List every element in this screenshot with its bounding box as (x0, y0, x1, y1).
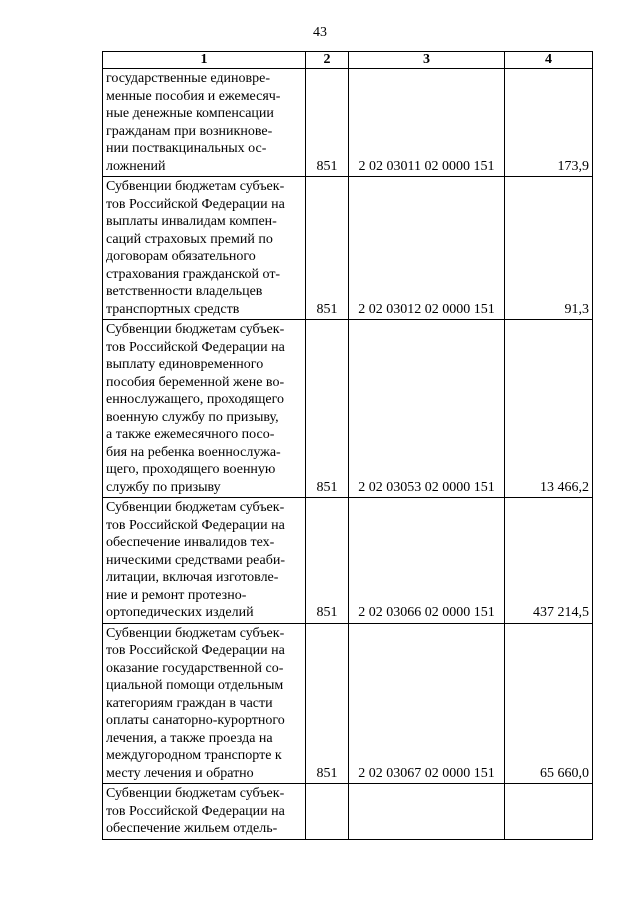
description-line: литации, включая изготовле- (106, 570, 279, 585)
description-line: нии поствакцинальных ос- (106, 141, 267, 156)
description-line: ническими средствами реаби- (106, 552, 286, 568)
row-description (103, 69, 306, 177)
row-budget-code: 2 02 03012 02 0000 151 (349, 177, 505, 320)
row-budget-code: 2 02 03053 02 0000 151 (349, 320, 505, 498)
description-line: государственные единовре- (106, 71, 271, 86)
description-line: тов Российской Федерации на (106, 517, 285, 533)
description-line: тов Российской Федерации на (106, 643, 285, 658)
row-admin-code: 851 (306, 498, 349, 624)
description-line: выплаты инвалидам компен- (106, 214, 277, 229)
description-line: ортопедических изделий (106, 605, 254, 620)
row-amount: 91,3 (505, 177, 593, 320)
description-line: ложнений (106, 158, 166, 174)
row-amount: 173,9 (505, 69, 593, 177)
row-amount: 437 214,5 (505, 498, 593, 624)
table-row (103, 177, 593, 320)
row-budget-code: 2 02 03011 02 0000 151 (349, 69, 505, 177)
description-line: Субвенции бюджетам субъек- (106, 322, 285, 337)
description-line: службу по призыву (106, 479, 221, 495)
description-line: страхования гражданской от- (106, 266, 281, 282)
description-line: лечения, а также проезда на (106, 730, 273, 746)
description-line: тов Российской Федерации на (106, 196, 285, 212)
description-line: менные пособия и ежемесяч- (106, 88, 281, 104)
row-description (103, 320, 306, 498)
table-row (103, 498, 593, 624)
description-line: циальной помощи отдельным (106, 678, 284, 693)
description-line: Субвенции бюджетам субъек- (106, 500, 285, 515)
description-line: месту лечения и обратно (106, 765, 254, 781)
description-line: гражданам при возникнове- (106, 123, 273, 139)
description-line: оказание государственной со- (106, 660, 284, 676)
row-admin-code: 851 (306, 320, 349, 498)
description-line: Субвенции бюджетам субъек- (106, 179, 285, 194)
description-line: саций страховых премий по (106, 231, 273, 247)
description-line: Субвенции бюджетам субъек- (106, 786, 285, 801)
description-line: Субвенции бюджетам субъек- (106, 625, 285, 641)
page-number: 43 (313, 25, 327, 40)
description-line: транспортных средств (106, 301, 240, 317)
row-description (103, 498, 306, 624)
column-header-1: 1 (103, 52, 306, 69)
description-line: ветственности владельцев (106, 284, 263, 299)
row-amount: 13 466,2 (505, 320, 593, 498)
row-admin-code: 851 (306, 69, 349, 177)
description-line: оплаты санаторно-курортного (106, 713, 285, 728)
description-line: ние и ремонт протезно- (106, 587, 247, 603)
row-budget-code: 2 02 03067 02 0000 151 (349, 623, 505, 784)
column-header-2: 2 (306, 52, 349, 69)
table-header-row (103, 52, 593, 69)
row-budget-code: 2 02 03066 02 0000 151 (349, 498, 505, 624)
description-line: категориям граждан в части (106, 695, 273, 711)
description-line: бия на ребенка военнослужа- (106, 444, 281, 460)
description-line: договорам обязательного (106, 249, 256, 264)
description-line: тов Российской Федерации на (106, 803, 285, 819)
description-line: ные денежные компенсации (106, 106, 274, 121)
row-description (103, 623, 306, 784)
description-line: военную службу по призыву, (106, 409, 279, 425)
column-header-4: 4 (505, 52, 593, 69)
row-amount (505, 784, 593, 840)
row-admin-code: 851 (306, 177, 349, 320)
row-budget-code (349, 784, 505, 840)
table-row (103, 623, 593, 784)
row-admin-code (306, 784, 349, 840)
budget-table (102, 51, 593, 840)
description-line: пособия беременной жене во- (106, 374, 285, 390)
description-line: обеспечение инвалидов тех- (106, 535, 275, 550)
description-line: междугородном транспорте к (106, 748, 282, 763)
description-line: обеспечение жильем отдель- (106, 821, 278, 836)
column-header-3: 3 (349, 52, 505, 69)
table-row (103, 69, 593, 177)
description-line: тов Российской Федерации на (106, 339, 285, 355)
description-line: еннослужащего, проходящего (106, 392, 284, 407)
row-amount: 65 660,0 (505, 623, 593, 784)
description-line: а также ежемесячного посо- (106, 427, 275, 442)
table-row (103, 320, 593, 498)
description-line: выплату единовременного (106, 357, 264, 372)
row-description (103, 784, 306, 840)
description-line: щего, проходящего военную (106, 462, 276, 477)
table-row (103, 784, 593, 840)
row-admin-code: 851 (306, 623, 349, 784)
row-description (103, 177, 306, 320)
